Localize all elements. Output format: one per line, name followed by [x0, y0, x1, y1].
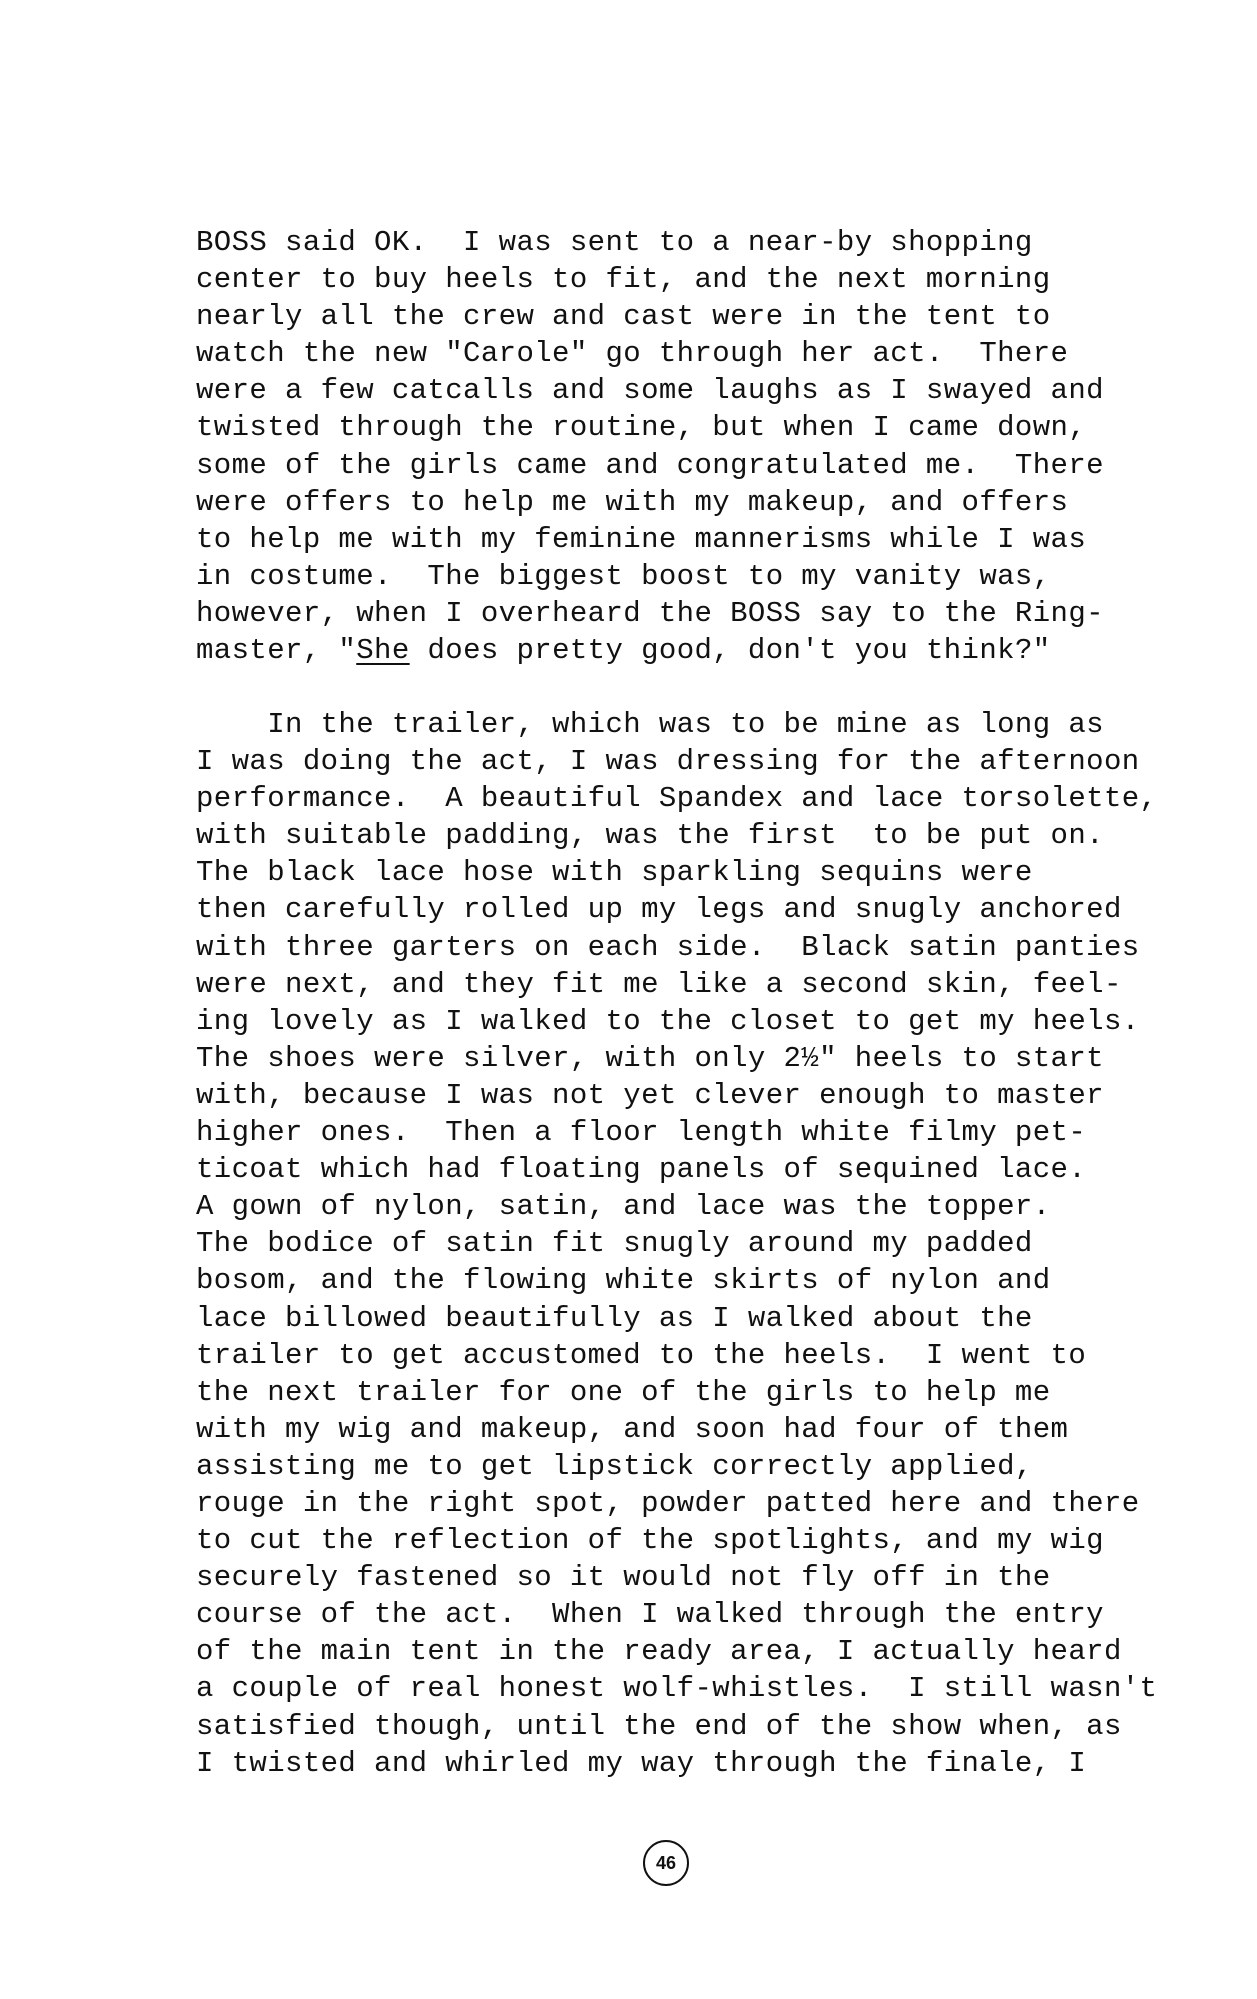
paragraph-1	[196, 224, 1206, 669]
text-segment: does pretty good, don't you think?"	[409, 634, 1051, 668]
text-line: higher ones. Then a floor length white filmy pet-	[196, 1116, 1087, 1150]
text-line: assisting me to get lipstick correctly applied,	[196, 1449, 1033, 1483]
text-line: ticoat which had floating panels of sequined lace.	[196, 1153, 1087, 1187]
text-line: watch the new "Carole" go through her act. There	[196, 337, 1069, 371]
text-line: securely fastened so it would not fly off in the	[196, 1561, 1051, 1595]
text-line: to help me with my feminine mannerisms while I was	[196, 522, 1087, 556]
text-line: of the main tent in the ready area, I actually heard	[196, 1635, 1122, 1669]
text-line: satisfied though, until the end of the show when, as	[196, 1709, 1122, 1743]
text-line: I was doing the act, I was dressing for the afternoon	[196, 745, 1140, 779]
text-line: The bodice of satin fit snugly around my padded	[196, 1227, 1033, 1261]
text-line: rouge in the right spot, powder patted here and there	[196, 1486, 1140, 1520]
text-line: in costume. The biggest boost to my vanity was,	[196, 559, 1051, 593]
text-line: with three garters on each side. Black satin panties	[196, 930, 1140, 964]
text-line: with my wig and makeup, and soon had four of them	[196, 1412, 1069, 1446]
underlined-word: She	[356, 634, 410, 668]
text-line: the next trailer for one of the girls to help me	[196, 1375, 1051, 1409]
text-line: twisted through the routine, but when I came down,	[196, 411, 1087, 445]
text-line: The shoes were silver, with only 2½" heels to start	[196, 1041, 1104, 1075]
page-number: 46	[643, 1840, 689, 1886]
text-line: The black lace hose with sparkling sequins were	[196, 856, 1033, 890]
text-line: nearly all the crew and cast were in the tent to	[196, 300, 1051, 334]
text-line: performance. A beautiful Spandex and lace torsolette,	[196, 782, 1158, 816]
text-line-last	[196, 632, 1206, 669]
text-line: some of the girls came and congratulated me. There	[196, 448, 1104, 482]
text-line: In the trailer, which was to be mine as long as	[196, 708, 1104, 741]
text-line: lace billowed beautifully as I walked about the	[196, 1301, 1033, 1335]
text-line: center to buy heels to fit, and the next morning	[196, 263, 1051, 297]
text-line: with suitable padding, was the first to be put on.	[196, 819, 1104, 853]
text-line: to cut the reflection of the spotlights, and my wig	[196, 1524, 1104, 1558]
text-line: I twisted and whirled my way through the finale, I	[196, 1746, 1087, 1780]
text-line: were offers to help me with my makeup, and offers	[196, 485, 1069, 519]
text-line: were next, and they fit me like a second skin, feel-	[196, 967, 1122, 1001]
text-line: then carefully rolled up my legs and snugly anchored	[196, 893, 1122, 927]
paragraph-2	[196, 706, 1206, 1782]
text-line: with, because I was not yet clever enough to master	[196, 1078, 1104, 1112]
text-line: a couple of real honest wolf-whistles. I still wasn't	[196, 1672, 1158, 1706]
text-line: ing lovely as I walked to the closet to get my heels.	[196, 1004, 1140, 1038]
text-line: however, when I overheard the BOSS say to the Ring-	[196, 596, 1104, 630]
text-line: BOSS said OK. I was sent to a near-by shopping	[196, 226, 1033, 259]
text-line: A gown of nylon, satin, and lace was the topper.	[196, 1190, 1051, 1224]
text-line: were a few catcalls and some laughs as I swayed and	[196, 374, 1104, 408]
text-line: bosom, and the flowing white skirts of nylon and	[196, 1264, 1051, 1298]
text-line: course of the act. When I walked through the entry	[196, 1598, 1104, 1632]
text-segment: master, "	[196, 634, 357, 668]
text-line: trailer to get accustomed to the heels. I went to	[196, 1338, 1087, 1372]
